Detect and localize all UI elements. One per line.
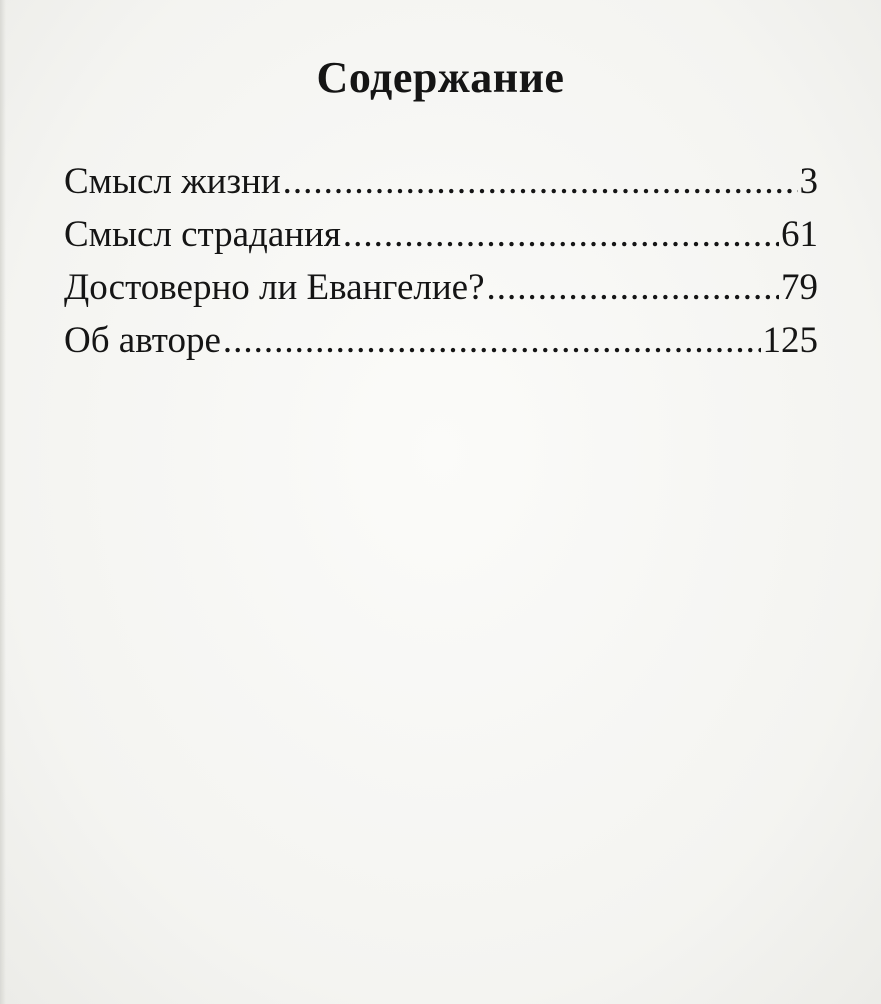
toc-entry [64,213,818,266]
toc-entry [64,319,818,372]
toc-entry-label: Достоверно ли Евангелие? [64,267,485,308]
toc-dot-leader [343,213,779,256]
toc-entry-label: Смысл страдания [64,214,341,255]
page-edge-shadow [0,0,6,1004]
toc-entry-page: 125 [762,320,818,361]
toc-dot-leader [223,319,761,362]
toc-entry-label: Смысл жизни [64,161,281,202]
toc-entry [64,160,818,213]
toc-entry-page: 61 [781,214,818,255]
toc-dot-leader [487,266,779,309]
table-of-contents [64,160,818,372]
toc-entry-page: 79 [781,267,818,308]
contents-title: Содержание [316,53,565,102]
toc-dot-leader [283,160,798,203]
toc-entry [64,266,818,319]
toc-entry-page: 3 [799,161,818,202]
toc-entry-label: Об авторе [64,320,221,361]
